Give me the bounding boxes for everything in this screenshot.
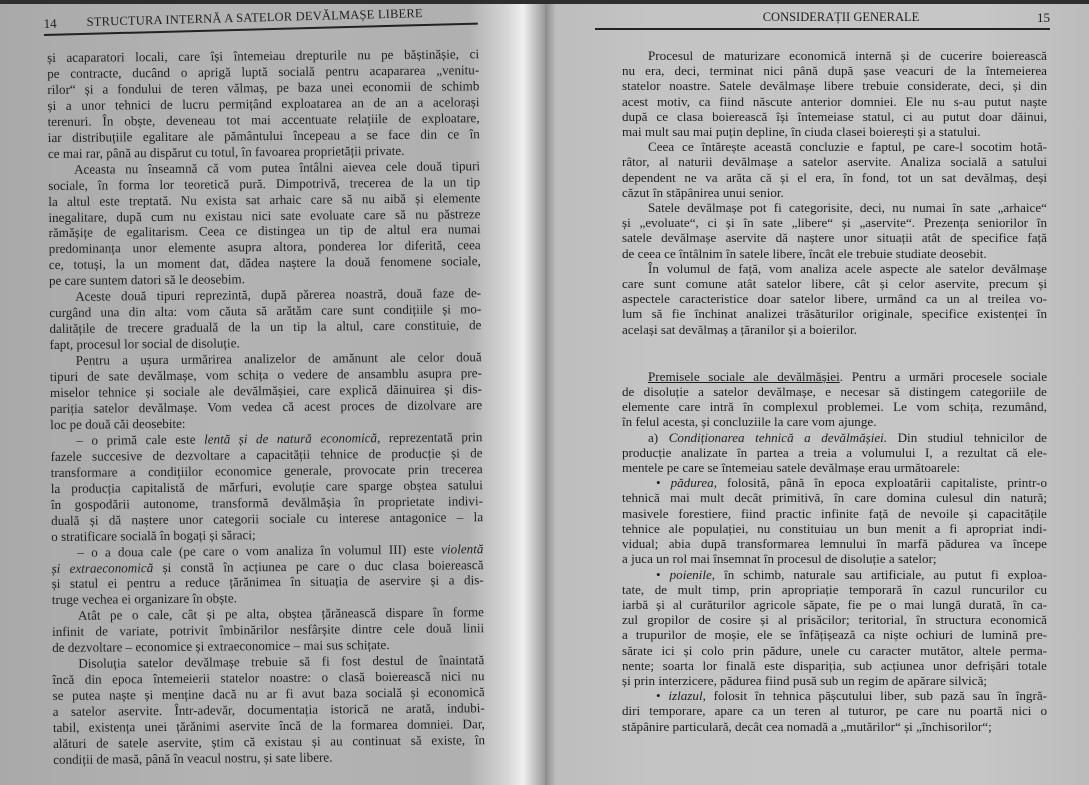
text-line bbox=[622, 369, 1047, 384]
paragraph bbox=[622, 688, 1047, 734]
text-line: tate, de mult timp, prin apropriație temporară în cazul runcurilor cu bbox=[622, 581, 1047, 597]
text-run: – o a doua cale (pe care o vom analiza în volumul III) este bbox=[77, 541, 442, 560]
italic-text: Condiționarea tehnică a devălmășiei. bbox=[668, 429, 888, 445]
text-line: de ceea ce întâlnim în satele libere, încât ele trebuie studiate deosebit. bbox=[622, 245, 987, 261]
text-line: care sunt comune atât satelor libere, cât și celor aservite, precum și bbox=[622, 276, 1047, 292]
text-line: Satele devălmașe pot fi categorisite, deci, nu numai în sate „arhaice“ bbox=[648, 200, 1047, 216]
text-line: de disoluție a satelor devălmașe, e necesar să distingem categoriile de bbox=[622, 384, 1047, 400]
text-line: sărate ici și colo prin pădure, unele cu caracter mutător, altele perma- bbox=[622, 642, 1047, 658]
text-run: Din studiul tehnicilor de bbox=[887, 429, 1047, 445]
text-line: Pentru a ușura urmărirea analizelor de amănunt ale celor două bbox=[75, 349, 482, 368]
paragraph bbox=[50, 349, 483, 433]
text-line: tabil, existența unei țărănimi aservite încă de la formarea domniei. Dar, bbox=[52, 716, 485, 736]
text-line: inegalitare, după cum nu existau nici sate evoluate care să nu păstreze bbox=[48, 205, 481, 225]
text-line: și a unor tehnici de lucru permițând exploatarea an de an a acelorași bbox=[47, 94, 480, 113]
paragraph bbox=[622, 475, 1047, 566]
running-head-title: STRUCTURA INTERNĂ A SATELOR DEVĂLMAȘE LIBERE bbox=[86, 6, 423, 29]
text-line: la altul este treptată. Nu exista sat arhaic care să nu aibă și elemente bbox=[48, 189, 481, 209]
text-line: Ceea ce întărește această concluzie e faptul, pe care-l socotim hotă- bbox=[648, 139, 1047, 155]
text-line: Procesul de maturizare economică internă și de cucerire boierească bbox=[648, 48, 1047, 63]
text-line: dalitățile de trecere graduală de la un tip la altul, care constituie, de bbox=[49, 317, 482, 337]
text-line: producție analizate în partea a treia a volumului I, a rezultat că ele- bbox=[622, 444, 1047, 460]
page-body-text bbox=[47, 46, 485, 768]
text-line: încă din epoca întemeierii statelor noastre: o clasă boierească nici nu bbox=[52, 668, 485, 688]
text-run: • bbox=[656, 566, 670, 582]
paragraph bbox=[622, 200, 1047, 261]
text-line: nu era, deci, terminat nici până după șase veacuri de la întemeierea bbox=[622, 63, 1047, 79]
page-number: 14 bbox=[43, 15, 57, 32]
text-line: și „evoluate“, ci și în sate „libere“ și „aservite“. Prezența seniorilor în bbox=[622, 215, 1047, 231]
text-line: a juca un rol mai însemnat în procesul de disoluție a satelor; bbox=[622, 551, 937, 567]
text-run: și constă în acțiunea pe care o duc clasa boierească bbox=[153, 556, 484, 575]
text-line bbox=[622, 430, 1047, 445]
paragraph bbox=[622, 430, 1047, 476]
running-head-title: CONSIDERAȚII GENERALE bbox=[762, 10, 920, 24]
text-line: iarbă și al curăturilor agricole săpate, fie pe o mai lungă durată, în ca- bbox=[622, 596, 1047, 612]
text-line: și statul ei pentru a reduce țărănimea în situația de aservire și a dis- bbox=[51, 572, 484, 592]
text-line: mentele pe care se întemeiau satele devălmașe erau următoarele: bbox=[622, 460, 961, 476]
text-line: a satelor aservite. Într-adevăr, documentația istorică ne arată, indubi- bbox=[52, 700, 485, 720]
italic-text: și extraeconomică bbox=[51, 559, 154, 576]
text-line bbox=[622, 688, 1047, 703]
text-run: – o primă cale este bbox=[76, 431, 205, 448]
running-header bbox=[43, 5, 477, 36]
text-line: masivele forestiere, fiind practic infinite față de nevoile și capacitățile bbox=[622, 505, 1047, 521]
text-line: diri temporare, apare ca un teren al tuturor, pe care nu poartă nici o bbox=[622, 703, 1047, 719]
running-header bbox=[595, 10, 1050, 30]
paragraph bbox=[622, 369, 1047, 430]
paragraph bbox=[52, 605, 484, 657]
text-line: pariția satelor devălmașe. Vom vedea că acest proces de dizolvare are bbox=[50, 397, 483, 416]
text-line: și prin interzicere, pădurea fiind pusă sub un regim de apărare silvică; bbox=[622, 672, 988, 688]
text-line: în gospodării autonome, transformă devălmășia în proprietate indivi- bbox=[50, 492, 484, 512]
text-line: statelor noastre. Satele devălmașe libere trebuie considerate, deci, și din bbox=[622, 78, 1047, 94]
text-line: fapt, procesul lor social de disoluție. bbox=[49, 335, 240, 353]
text-run: , reprezentată prin bbox=[376, 429, 483, 446]
text-line: lum să fie închinat analizei trăsăturilor originale, specifice existenței în bbox=[622, 306, 1047, 322]
text-run: . Pentru a urmări procesele sociale bbox=[839, 368, 1048, 384]
text-line: dependent ne va arăta că și el era, în fond, tot un sat devălmaș, deși bbox=[622, 169, 1047, 185]
text-run: , în schimb, naturale sau artificiale, au putut fi exploa- bbox=[711, 566, 1047, 582]
text-line: terenuri. În obște, deveneau tot mai accentuate relațiile de exploatare, bbox=[47, 110, 480, 129]
text-line: mai mult sau mai puțin depline, în ciuda clasei boierești și a statului. bbox=[622, 124, 981, 140]
paragraph bbox=[48, 158, 481, 289]
text-line: În volumul de față, vom analiza acele aspecte ale satelor devălmașe bbox=[648, 260, 1047, 276]
paragraph bbox=[52, 652, 485, 767]
text-line: de dezvoltare – economice și extraeconomice – mai sus schițate. bbox=[52, 637, 390, 656]
text-line: tehnică mai mult decât primitivă, în care domina culesul din natură; bbox=[622, 490, 1047, 506]
text-line: iar distribuțiile egalitare ale pământului începeau a se face din ce în bbox=[47, 125, 480, 145]
section-gap bbox=[622, 337, 1047, 369]
text-line: pe care suntem datori să le deosebim. bbox=[48, 271, 246, 289]
text-line: sociale, în forma lor teoretică pură. Dimpotrivă, trecerea de la un tip bbox=[48, 173, 481, 193]
text-line: nente; soarta lor finală este dispariția, sub acțiunea unor defrișări totale bbox=[622, 657, 1047, 673]
text-line: predominanța unor elemente asupra altora, ponderea lor diferită, ceea bbox=[48, 237, 481, 257]
text-line: căzut în stăpânirea unui senior. bbox=[622, 184, 784, 200]
text-line: alături de satele aservite, știm că existau și au continuat să existe, în bbox=[52, 732, 486, 751]
text-line: a trupurilor de moșie, ele se înfățișează ca niște ochiuri de lumină pre- bbox=[622, 627, 1047, 643]
text-line bbox=[622, 475, 1047, 490]
text-run: , folosită, până în epoca exploatării capitaliste, printr-o bbox=[713, 475, 1047, 491]
page-number: 15 bbox=[1037, 10, 1050, 25]
text-line bbox=[622, 567, 1047, 582]
text-line: în felul acesta, și concluziile la care vom ajunge. bbox=[622, 414, 877, 430]
text-line: râtor, al naturii devălmașe a satelor aservite. Analiza socială a satului bbox=[622, 154, 1047, 170]
text-line: la producția capitalistă de mărfuri, evoluție care sparge obștea satului bbox=[50, 476, 483, 496]
italic-text: izlazul bbox=[668, 688, 703, 704]
text-line: truge vechea ei organizare în obște. bbox=[51, 590, 238, 608]
text-line: Aceasta nu înseamnă că vom putea întâlni aievea cele două tipuri bbox=[73, 157, 481, 177]
text-line: rămășițe de egalitarism. Ceea ce distingea un tip de altul era numai bbox=[48, 221, 481, 241]
section-heading: Premisele sociale ale devălmășiei bbox=[648, 368, 840, 384]
paragraph bbox=[622, 48, 1047, 139]
text-run: a) bbox=[648, 429, 669, 445]
italic-text: violentă bbox=[441, 540, 484, 557]
text-line: fazele succesive de dezvoltare a capacității tehnice de producție și de bbox=[50, 445, 483, 464]
paragraph bbox=[51, 541, 484, 609]
left-page bbox=[0, 4, 545, 785]
italic-text: pădurea bbox=[670, 475, 714, 491]
paragraph bbox=[47, 46, 480, 161]
text-line: infinit de variate, potrivit îmbinărilor nesfârșite dintre cele două linii bbox=[52, 620, 485, 640]
text-line: loc pe două căi deosebite: bbox=[50, 415, 186, 432]
text-line: zul gropilor de cosire și al prisăcilor; teritorial, în structura economică bbox=[622, 612, 1047, 628]
text-line: ce, totuși, la un moment dat, dădea naștere la două fenomene sociale, bbox=[48, 253, 481, 273]
text-line: elemente care intră în complexul problemei. Le vom schița, rezumând, bbox=[622, 399, 1047, 415]
italic-text: lentă și de natură economică bbox=[203, 430, 378, 447]
text-line: duală și dă naștere unor categorii sociale cu interese antagonice – la bbox=[51, 508, 484, 528]
text-line: se putea naște și menține dacă nu ar fi avut baza socială și economică bbox=[52, 684, 485, 704]
paragraph bbox=[622, 139, 1047, 200]
text-line: vidual; abia după transformarea lemnului în marfă pădurea va începe bbox=[622, 536, 1047, 552]
text-line: transformare a condițiilor economice generale, provocate prin trecerea bbox=[50, 460, 483, 480]
paragraph bbox=[622, 261, 1047, 337]
text-run: • bbox=[656, 688, 669, 704]
text-line: același sat devălmaș a țăranilor și a boierilor. bbox=[622, 321, 857, 337]
text-line: și acaparatori locali, care își întemeiau drepturile nu pe băștinășie, ci bbox=[47, 46, 480, 65]
text-line: acest motiv, ca fiind născute anterior domniei. Ele nu s-au putut naște bbox=[622, 93, 1047, 109]
text-line: curgând una din alta: vom căuta să arătăm care sunt condițiile și mo- bbox=[49, 301, 482, 321]
text-line: pe contracte, ducând o aprigă luptă socială pentru acapararea „venitu- bbox=[47, 62, 480, 81]
text-line: o stratificare socială în bogați și săraci; bbox=[51, 526, 256, 544]
text-run: • bbox=[656, 475, 671, 491]
text-line: tipuri de sate devălmașe, vom schița o vedere de ansamblu asupra pre- bbox=[49, 365, 482, 385]
italic-text: poienile bbox=[669, 566, 712, 582]
text-line: rilor“ și a fondului de teren vălmaș, pe baza unei economii de schimb bbox=[47, 78, 480, 97]
paragraph bbox=[622, 567, 1047, 689]
text-run: , folosit în tehnica pășcutului liber, sub pază sau în îngră- bbox=[702, 688, 1047, 704]
text-line: Disoluția satelor devălmașe trebuie să fi fost destul de înaintată bbox=[78, 652, 485, 671]
text-line: ce mai rar, până au dispărut cu totul, în favoarea proprietății private. bbox=[47, 142, 405, 161]
paragraph bbox=[50, 429, 483, 544]
text-line: Aceste două tipuri reprezintă, după părerea noastră, două faze de- bbox=[75, 285, 482, 305]
text-line: satele devălmașe aservite dă naștere unor situații atât de specifice față bbox=[622, 230, 1047, 246]
right-page bbox=[545, 4, 1089, 785]
text-line: după ce clasa boierească își întemeiase statul, ci au putut doar dăinui, bbox=[622, 108, 1047, 124]
page-body-text bbox=[622, 48, 1047, 734]
paragraph bbox=[49, 286, 482, 354]
text-line: aspectele caracteristice doar satelor libere, urmând ca un al treilea vo- bbox=[622, 291, 1047, 307]
text-line: condiții de masă, până în veacul nostru, și sate libere. bbox=[53, 749, 333, 767]
text-line: tehnice ale populației, nu constituiau un bun menit a fi apropriat indi- bbox=[622, 520, 1047, 536]
text-line: miselor tehnice și sociale ale devălmășiei, care explică dăinuirea și dis- bbox=[49, 381, 483, 401]
text-line: stăpânire particulară, decât cea nomadă a „mutărilor“ și „închisorilor“; bbox=[622, 718, 992, 734]
text-line: Atât pe o cale, cât și pe alta, obștea țărănească dispare în forme bbox=[77, 604, 484, 624]
